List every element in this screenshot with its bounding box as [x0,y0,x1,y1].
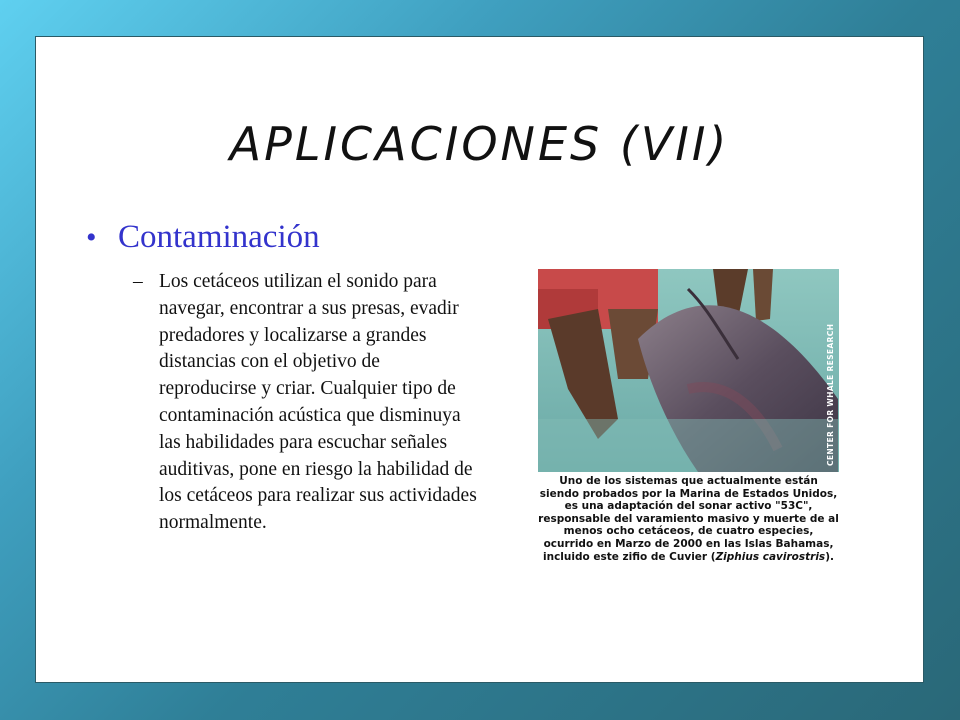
photo-caption [538,475,839,563]
caption-main-text: Uno de los sistemas que actualmente están siendo probados por la Marina de Estados Unidos, es una adaptación del sonar activo "53C", responsable del varamiento masivo y muerte de al menos ocho cetáceos, de cuatro especies, ocurrido en Marzo de 2000 en las Islas Bahamas, incluido este zifio de Cuvier ( [538,475,839,563]
sub-bullet-text: Los cetáceos utilizan el sonido para navegar, encontrar a sus presas, evadir predadores y localizarse a grandes distancias con el objetivo de reproducirse y criar. Cualquier tipo de contaminación acústica que disminuya las habilidades para escuchar señales auditivas, pone en riesgo la habilidad de los cetáceos para realizar sus actividades normalmente. [159,271,477,534]
slide-title: APLICACIONES (VII) [229,117,730,171]
photo-credit: CENTER FOR WHALE RESEARCH [826,323,835,467]
bullet-label: Contaminación [118,219,320,255]
whale-photo-illustration [538,269,839,472]
caption-species-name: Ziphius cavirostris [715,550,826,563]
slide-panel [35,36,924,683]
sub-bullet-symbol: – [133,271,143,292]
bullet-symbol: • [86,220,97,254]
sub-bullet [133,269,478,537]
stranded-whale-photo [538,269,839,472]
caption-end: ). [825,550,834,563]
main-bullet [86,219,320,256]
